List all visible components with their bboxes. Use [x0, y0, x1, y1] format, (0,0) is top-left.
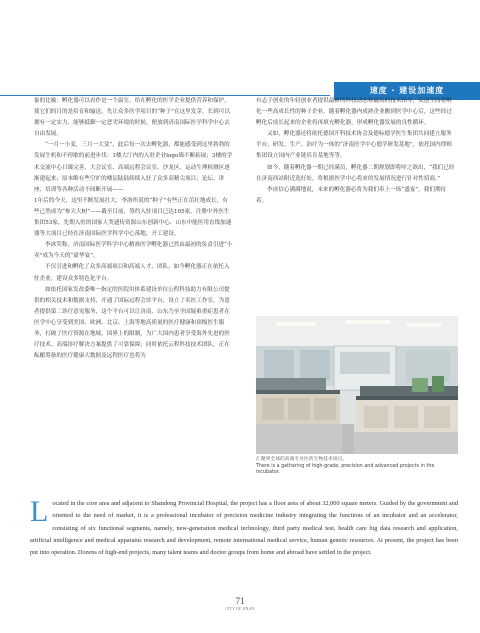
left-paragraph-3: 1年后的今天，这里不断发展壮大，李洛所说的“种子”有些正在茁壮地成长，有些已然成为“参天大树”——截至目前，签约入驻项目已达105家，注册中外医生集团53家，先期入驻的国家人类遗传资源山东创新中心、山东中能医用直线加速器等大项目已经在济南国际医学科学中心落地，开工建设。: [34, 197, 232, 238]
caption-chinese: 汇聚到全球的高端专业医药生物技术项目。: [256, 457, 348, 462]
caption-english: There is a gathering of high-grade, precision and advanced projects in the incubator.: [256, 463, 435, 476]
section-header: [0, 38, 480, 95]
left-paragraph-1: 象的比喻：孵化器可以看作是一个温室，给在孵化的医学企业提供营养和保护，使它们的目的是培育和输送，先让众多医学项目的“种子”在这里发芽，长到可以拥有一定实力、能够抵御一定恶劣环境的时候，便放到济南国际医学科学中心去自由发展。: [34, 98, 230, 138]
page-number: 71: [235, 596, 245, 606]
left-paragraph-6: 如依托国家发改委唯一指定的医院用体系建设单位公程科技助力有限公司提供的相关技术和数据支持，开通了国际远程会诊平台，设立了名医工作室，为患者提供第二诊疗意见服务，这个平台可以让济南、山东乃至全国疑难重症患者在医学中心享受到美国、欧洲、北京、上海等地高质量的医疗健康和顶级医生服务，打破了医疗资源在地域、国界上的限制，为广大国内患者享受海外先进的医疗技术、高端诊疗解决方案提供了可靠保障；同时依托云程科技技术团队，正在酝酿筹备的医疗健康大数据及远程医疗也将为: [34, 286, 230, 360]
left-column: [34, 96, 233, 362]
drop-cap: L: [30, 495, 49, 528]
right-column: [256, 96, 456, 207]
right-paragraph-3: 如今，随着孵化器一期已经满员，孵化器二期规划即将呼之欲出，“我们已经在济南西站附近选好址，将根据医学中心将来的发展情况进行针对性招商。”: [256, 164, 455, 182]
photo-caption: [256, 457, 458, 477]
publication-name: CITY OF JINAN: [225, 607, 255, 611]
english-summary-text: ocated in the core area and adjacent to Shandong Provincial Hospital, the project has a floor area of about 32,000 square meters. Guided by the government and oriented to the need of market, it is a professional incubator of precision medicine industry integrating the functions of an incubator and an accelerator, consisting of six functional segments, namely, new-generation medical technology, third party medical test, health care big data research and application, artificial intelligence and medical apparatus research and development, remote international medical service, human genetic resources. At present, the project has been put into operation. Dozens of high-end projects, many talent teams and doctor groups from home and abroad have settled in the project.: [30, 500, 458, 557]
right-paragraph-1: 有志于创业的年轻创业者提供最新的科技动态和最高的技术指导，众创空间将孵化一些高成长性的种子企业，随着孵化器内成熟企业搬到医学中心后，这些经过孵化后成长起来的企业将再填充孵化器，形成孵化器发展的良性循环。: [256, 98, 452, 127]
right-paragraph-2: 又如，孵化器还将依托德国开科技术协会及德标德学医生集团共同建立服务平台，研发、生产、治疗为一体的“济南医学中心德学研发基地”，依托国内律师集团设立国内产业链培育基地等等。: [256, 131, 452, 160]
left-paragraph-2: “一月一小变，三月一大变”，此后每一次去孵化器，都能感受到这里勃勃的发展生机和不停歇的前进步伐：1楼大厅内的入驻企业logo墙不断拓展；3楼的学术交流中心日臻完善，大会议室、高端远程会议室、沙龙区、运动生理检测区逐渐建起来；原本略有些空旷的楼层陆陆续续入驻了众多高精尖项目；论坛、讲座、培训等各种活动不间断开展——: [34, 142, 233, 193]
right-paragraph-4: 李冰信心满满地说，未来的孵化器必将为我们奉上一场“盛宴”，我们期待着。: [256, 186, 447, 204]
section-title: 速度 · 建设加速度: [334, 82, 480, 100]
laboratory-photo: [256, 316, 458, 454]
left-paragraph-5: 不仅引进和孵化了众多高端项目和高端人才、团队，如今孵化器正在依托入驻企业，建设众多特色化平台。: [34, 264, 230, 282]
english-summary: [30, 495, 458, 559]
left-paragraph-4: 李冰笑称，济南国际医学科学中心精准医学孵化器已然由最初的负责引进“小卖”成为今天的“豪华宴”。: [34, 242, 233, 260]
